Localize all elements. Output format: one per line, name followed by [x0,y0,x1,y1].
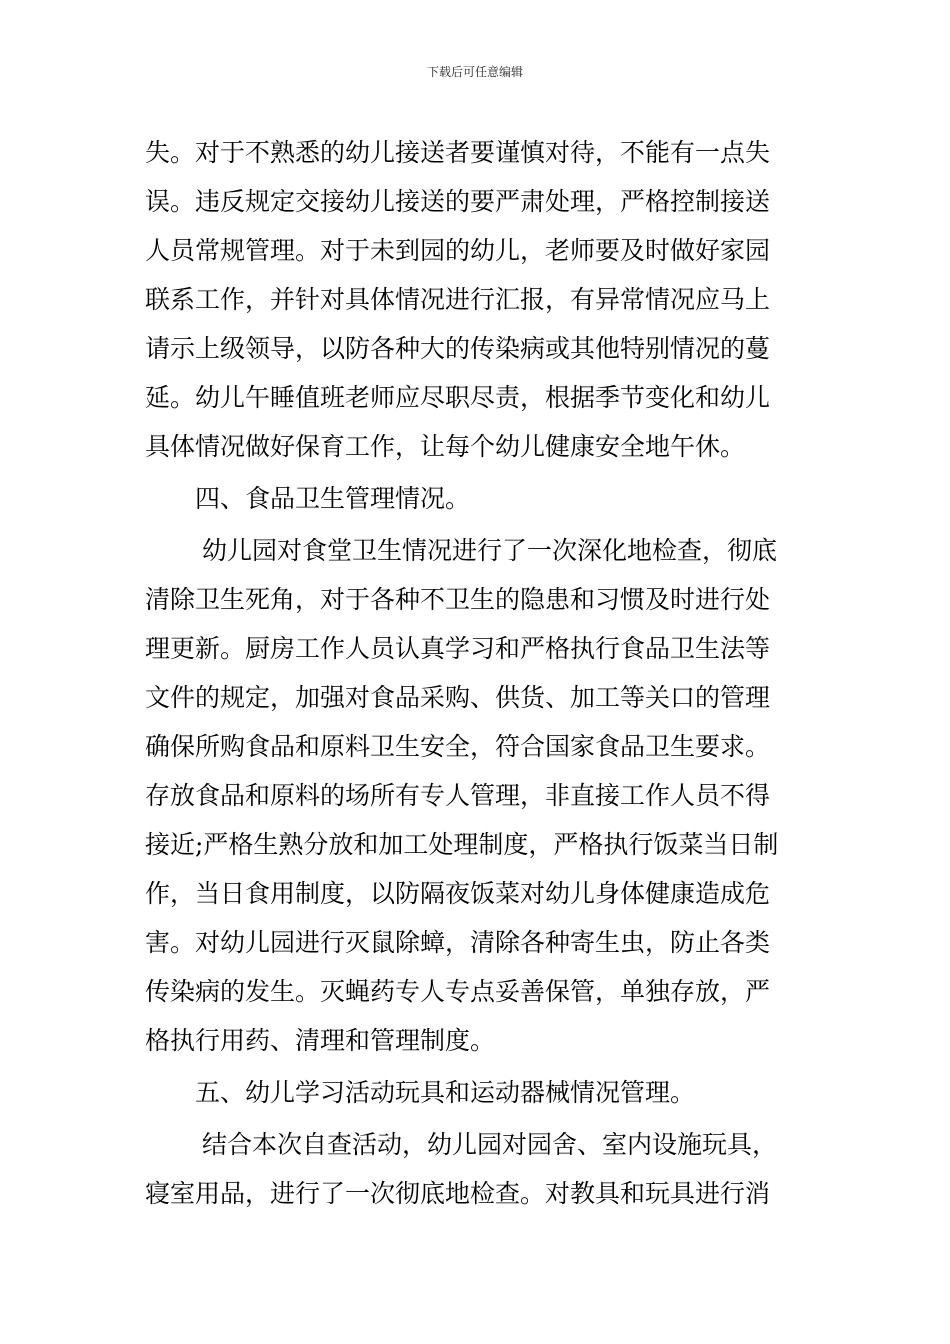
text-line: 害。对幼儿园进行灭鼠除蟑，清除各种寄生虫，防止各类 [145,928,771,957]
text-line: 清除卫生死角，对于各种不卫生的隐患和习惯及时进行处 [145,585,771,614]
text-line: 请示上级领导，以防各种大的传染病或其他特别情况的蔓 [145,334,771,363]
text-line: 人员常规管理。对于未到园的幼儿，老师要及时做好家园 [145,236,771,265]
section-heading: 五、幼儿学习活动玩具和运动器械情况管理。 [195,1078,696,1107]
document-body [145,128,805,1218]
text-line: 格执行用药、清理和管理制度。 [145,1026,496,1055]
text-line: 联系工作，并针对具体情况进行汇报，有异常情况应马上 [145,285,771,314]
text-line: 寝室用品，进行了一次彻底地检查。对教具和玩具进行消 [145,1179,771,1208]
text-line: 存放食品和原料的场所有专人管理，非直接工作人员不得 [145,781,771,810]
text-line: 确保所购食品和原料卫生安全，符合国家食品卫生要求。 [145,732,771,761]
text-line: 延。幼儿午睡值班老师应尽职尽责，根据季节变化和幼儿 [145,383,771,412]
page-header-note: 下载后可任意编辑 [426,65,523,79]
paragraph-first-line: 结合本次自查活动，幼儿园对园舍、室内设施玩具， [202,1130,778,1159]
text-line: 失。对于不熟悉的幼儿接送者要谨慎对待，不能有一点失 [145,138,771,167]
text-line: 传染病的发生。灭蝇药专人专点妥善保管，单独存放，严 [145,977,771,1006]
text-line: 具体情况做好保育工作，让每个幼儿健康安全地午休。 [145,432,746,461]
text-line: 误。违反规定交接幼儿接送的要严肃处理，严格控制接送 [145,187,771,216]
text-line: 文件的规定，加强对食品采购、供货、加工等关口的管理 [145,683,771,712]
section-heading: 四、食品卫生管理情况。 [195,484,471,513]
text-line: 理更新。厨房工作人员认真学习和严格执行食品卫生法等 [145,634,771,663]
text-line: 作，当日食用制度，以防隔夜饭菜对幼儿身体健康造成危 [145,879,771,908]
paragraph-first-line: 幼儿园对食堂卫生情况进行了一次深化地检查，彻底 [202,536,778,565]
text-line: 接近;严格生熟分放和加工处理制度，严格执行饭菜当日制 [145,830,779,859]
